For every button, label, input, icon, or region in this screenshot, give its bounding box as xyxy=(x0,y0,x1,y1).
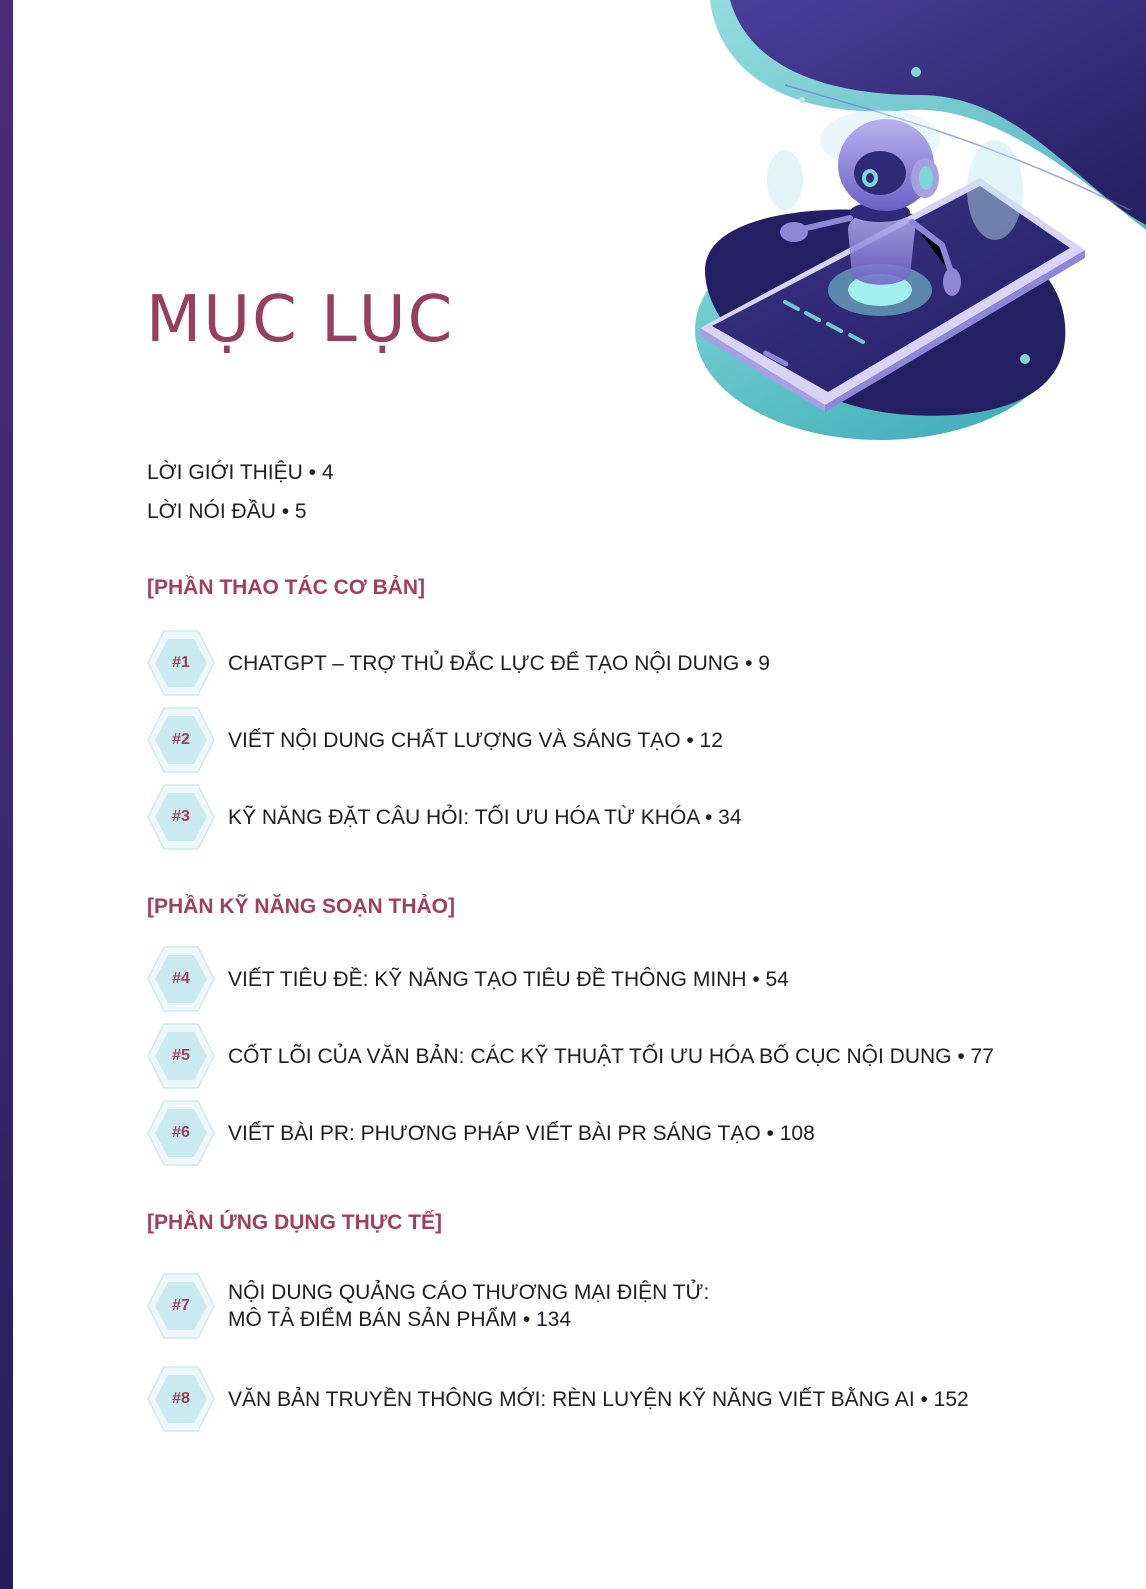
entry-number: #6 xyxy=(172,1124,190,1141)
hexagon-badge-icon xyxy=(146,1098,216,1168)
left-accent-bar xyxy=(0,0,13,1589)
entry-title-line: VIẾT TIÊU ĐỀ: KỸ NĂNG TẠO TIÊU ĐỀ THÔNG MINH • 54 xyxy=(228,967,789,991)
entry-number: #4 xyxy=(172,970,190,987)
toc-entry-6[interactable] xyxy=(146,1098,815,1168)
entry-number: #7 xyxy=(172,1297,190,1314)
section-heading-basic-operations: [PHẦN THAO TÁC CƠ BẢN] xyxy=(147,576,426,599)
toc-entry-4[interactable] xyxy=(146,944,789,1014)
entry-title xyxy=(228,804,742,831)
entry-title-line: MÔ TẢ ĐIỂM BÁN SẢN PHẨM • 134 xyxy=(228,1308,572,1331)
entry-title xyxy=(228,1386,969,1413)
hexagon-badge-icon xyxy=(146,944,216,1014)
hexagon-badge-icon xyxy=(146,705,216,775)
hexagon-badge-icon xyxy=(146,1364,216,1434)
toc-entry-2[interactable] xyxy=(146,705,723,775)
entry-title-line: NỘI DUNG QUẢNG CÁO THƯƠNG MẠI ĐIỆN TỬ: xyxy=(228,1281,710,1304)
hexagon-badge-icon xyxy=(146,782,216,852)
entry-number: #1 xyxy=(172,654,190,671)
entry-title-line: VĂN BẢN TRUYỀN THÔNG MỚI: RÈN LUYỆN KỸ NĂNG VIẾT BẰNG AI • 152 xyxy=(228,1387,969,1411)
toc-entry-1[interactable] xyxy=(146,628,770,698)
entry-title-line: CHATGPT – TRỢ THỦ ĐẮC LỰC ĐỂ TẠO NỘI DUNG • 9 xyxy=(228,651,770,675)
entry-title-line: KỸ NĂNG ĐẶT CÂU HỎI: TỐI ƯU HÓA TỪ KHÓA • 34 xyxy=(228,805,742,829)
entry-number: #5 xyxy=(172,1047,190,1064)
toc-intro-noi-dau[interactable]: LỜI NÓI ĐẦU • 5 xyxy=(147,500,307,523)
section-heading-practical-applications: [PHẦN ỨNG DỤNG THỰC TẾ] xyxy=(147,1211,442,1234)
hexagon-badge-icon xyxy=(146,628,216,698)
toc-entry-3[interactable] xyxy=(146,782,742,852)
entry-title xyxy=(228,966,789,993)
entry-title xyxy=(228,1279,709,1333)
entry-number: #8 xyxy=(172,1390,190,1407)
toc-entry-8[interactable] xyxy=(146,1364,969,1434)
entry-title-line: CỐT LÕI CỦA VĂN BẢN: CÁC KỸ THUẬT TỐI ƯU HÓA BỐ CỤC NỘI DUNG • 77 xyxy=(228,1044,994,1068)
entry-title-line: VIẾT NỘI DUNG CHẤT LƯỢNG VÀ SÁNG TẠO • 12 xyxy=(228,728,723,752)
entry-title xyxy=(228,650,770,677)
section-heading-writing-skills: [PHẦN KỸ NĂNG SOẠN THẢO] xyxy=(147,895,455,918)
entry-title xyxy=(228,1043,994,1070)
page-title: MỤC LỤC xyxy=(146,283,455,357)
toc-entry-7[interactable] xyxy=(146,1271,709,1341)
robot-smartphone-illustration xyxy=(690,0,1146,470)
hexagon-badge-icon xyxy=(146,1271,216,1341)
entry-number: #3 xyxy=(172,808,190,825)
toc-intro-gioi-thieu[interactable]: LỜI GIỚI THIỆU • 4 xyxy=(147,461,334,484)
entry-title xyxy=(228,1120,815,1147)
entry-title-line: VIẾT BÀI PR: PHƯƠNG PHÁP VIẾT BÀI PR SÁNG TẠO • 108 xyxy=(228,1121,815,1145)
toc-entry-5[interactable] xyxy=(146,1021,994,1091)
entry-number: #2 xyxy=(172,731,190,748)
entry-title xyxy=(228,727,723,754)
hexagon-badge-icon xyxy=(146,1021,216,1091)
